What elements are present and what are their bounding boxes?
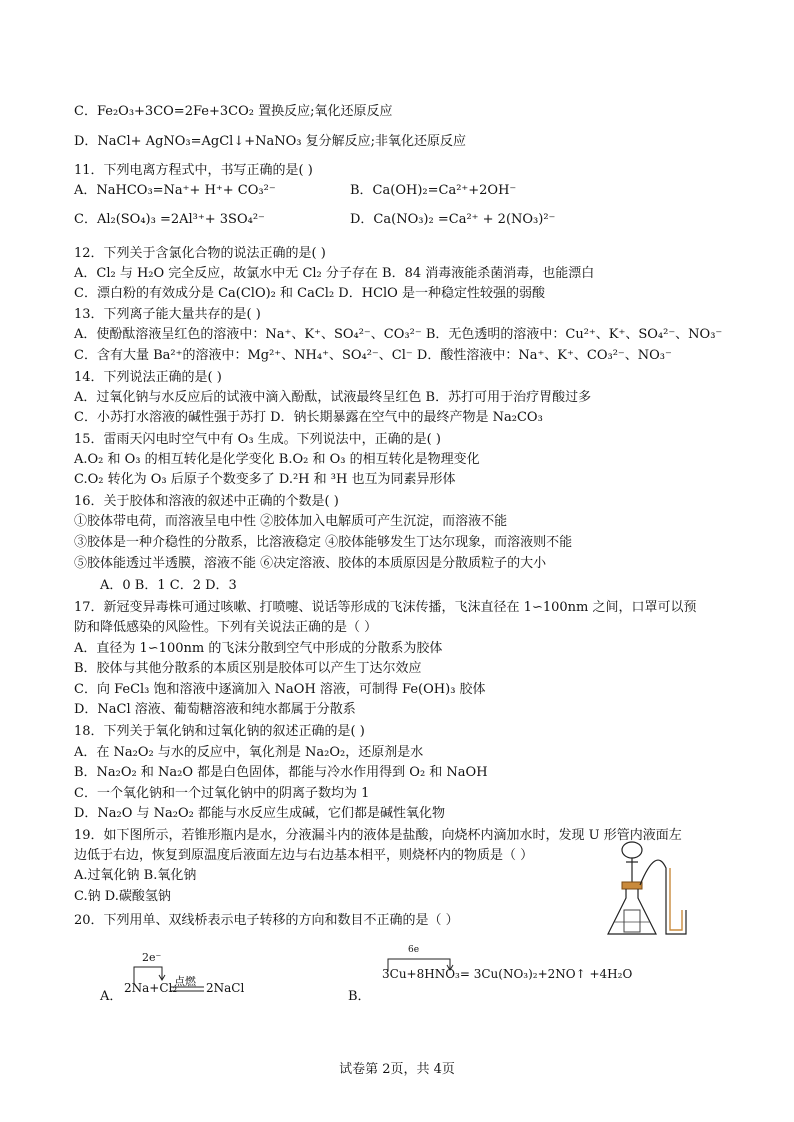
q16-statements-2: ③胶体是一种介稳性的分散系，比溶液稳定 ④胶体能够发生丁达尔现象，而溶液则不能 <box>74 535 573 550</box>
equation-a <box>100 951 260 1005</box>
equation-b <box>348 945 648 1005</box>
q15-options-cd: C.O₂ 转化为 O₃ 后原子个数变多了 D.²H 和 ³H 也互为同素异形体 <box>74 472 456 487</box>
question-19-line-2: 边低于右边，恢复到原温度后液面左边与右边基本相平，则烧杯内的物质是（ ） <box>74 848 534 863</box>
q11-option-b: B．Ca(OH)₂=Ca²⁺+2OH⁻ <box>350 183 517 198</box>
question-12: 12．下列关于含氯化合物的说法正确的是( ) <box>74 246 326 261</box>
page-footer: 试卷第 2页，共 4页 <box>339 1062 455 1077</box>
q19-options-cd: C.钠 D.碳酸氢钠 <box>74 889 171 904</box>
q16-options: A．0 B．1 C．2 D．3 <box>100 578 237 593</box>
q17-option-c: C．向 FeCl₃ 饱和溶液中逐滴加入 NaOH 溶液，可制得 Fe(OH)₃ 胶体 <box>74 682 486 697</box>
question-19-line-1: 19．如下图所示，若锥形瓶内是水，分液漏斗内的液体是盐酸，向烧杯内滴加水时，发现 U 形管内液面左 <box>74 828 682 843</box>
q13-options-cd: C．含有大量 Ba²⁺的溶液中：Mg²⁺、NH₄⁺、SO₄²⁻、Cl⁻ D．酸性溶液中：Na⁺、K⁺、CO₃²⁻、NO₃⁻ <box>74 348 672 363</box>
q18-option-d: D．Na₂O 与 Na₂O₂ 都能与水反应生成碱，它们都是碱性氧化物 <box>74 806 446 821</box>
question-18: 18．下列关于氧化钠和过氧化钠的叙述正确的是( ) <box>74 724 365 739</box>
equation-a-label: A． <box>100 989 123 1004</box>
q13-options-ab: A．使酚酞溶液呈红色的溶液中：Na⁺、K⁺、SO₄²⁻、CO₃²⁻ B．无色透明的溶液中：Cu²⁺、K⁺、SO₄²⁻、NO₃⁻ <box>74 327 723 342</box>
question-16: 16．关于胶体和溶液的叙述中正确的个数是( ) <box>74 494 339 509</box>
q19-options-ab: A.过氧化钠 B.氧化钠 <box>74 868 197 883</box>
q14-options-ab: A．过氧化钠与水反应后的试液中滴入酚酞，试液最终呈红色 B．苏打可用于治疗胃酸过多 <box>74 390 592 405</box>
option-d-line: D．NaCl+ AgNO₃=AgCl↓+NaNO₃ 复分解反应;非氧化还原反应 <box>74 134 467 149</box>
question-13: 13．下列离子能大量共存的是( ) <box>74 307 261 322</box>
q14-options-cd: C．小苏打水溶液的碱性强于苏打 D．钠长期暴露在空气中的最终产物是 Na₂CO₃ <box>74 410 543 425</box>
question-11: 11．下列电离方程式中，书写正确的是( ) <box>74 163 313 178</box>
equation-a-equals <box>170 985 204 993</box>
equation-a-rhs: 2NaCl <box>206 981 245 995</box>
question-17-line-1: 17．新冠变异毒株可通过咳嗽、打喷嚏、说话等形成的飞沫传播，飞沫直径在 1∽100nm 之间，口罩可以预 <box>74 600 697 615</box>
q18-option-b: B．Na₂O₂ 和 Na₂O 都是白色固体，都能与冷水作用得到 O₂ 和 NaOH <box>74 765 488 780</box>
equation-a-lhs: 2Na+Cl₂ <box>124 981 178 995</box>
q11-option-c: C．Al₂(SO₄)₃ =2Al³⁺+ 3SO₄²⁻ <box>74 212 265 227</box>
q18-option-a: A．在 Na₂O₂ 与水的反应中，氧化剂是 Na₂O₂，还原剂是水 <box>74 745 424 760</box>
q17-option-b: B．胶体与其他分散系的本质区别是胶体可以产生丁达尔效应 <box>74 661 422 676</box>
q17-option-d: D．NaCl 溶液、葡萄糖溶液和纯水都属于分散系 <box>74 702 356 717</box>
option-c-line: C．Fe₂O₃+3CO=2Fe+3CO₂ 置换反应;氧化还原反应 <box>74 104 393 119</box>
q16-statements-1: ①胶体带电荷，而溶液呈电中性 ②胶体加入电解质可产生沉淀，而溶液不能 <box>74 514 508 529</box>
q12-options-cd: C．漂白粉的有效成分是 Ca(ClO)₂ 和 CaCl₂ D．HClO 是一种稳定性较强的弱酸 <box>74 286 545 301</box>
equation-a-electrons: 2e⁻ <box>142 951 162 964</box>
equation-b-electrons: 6e <box>408 945 420 955</box>
q16-statements-3: ⑤胶体能透过半透膜，溶液不能 ⑥决定溶液、胶体的本质原因是分散质粒子的大小 <box>74 556 547 571</box>
equation-b-label: B． <box>348 989 371 1004</box>
equation-a-arrow <box>130 963 170 983</box>
question-17-line-2: 防和降低感染的风险性。下列有关说法正确的是（ ） <box>74 620 378 635</box>
q12-options-ab: A．Cl₂ 与 H₂O 完全反应，故氯水中无 Cl₂ 分子存在 B．84 消毒液能杀菌消毒，也能漂白 <box>74 266 595 281</box>
q11-option-a: A．NaHCO₃=Na⁺+ H⁺+ CO₃²⁻ <box>74 183 276 198</box>
question-14: 14．下列说法正确的是( ) <box>74 370 222 385</box>
q11-option-d: D．Ca(NO₃)₂ =Ca²⁺ + 2(NO₃)²⁻ <box>350 212 556 227</box>
apparatus-diagram <box>600 838 712 942</box>
question-15: 15．雷雨天闪电时空气中有 O₃ 生成。下列说法中，正确的是( ) <box>74 432 441 447</box>
q15-options-ab: A.O₂ 和 O₃ 的相互转化是化学变化 B.O₂ 和 O₃ 的相互转化是物理变化 <box>74 452 480 467</box>
question-20: 20．下列用单、双线桥表示电子转移的方向和数目不正确的是（ ） <box>74 913 459 928</box>
q18-option-c: C．一个氧化钠和一个过氧化钠中的阴离子数均为 1 <box>74 786 370 801</box>
equation-b-text: 3Cu+8HNO₃= 3Cu(NO₃)₂+2NO↑ +4H₂O <box>382 967 633 981</box>
q17-option-a: A．直径为 1∽100nm 的飞沫分散到空气中形成的分散系为胶体 <box>74 641 443 656</box>
equation-a-condition: 点燃 <box>174 975 196 988</box>
